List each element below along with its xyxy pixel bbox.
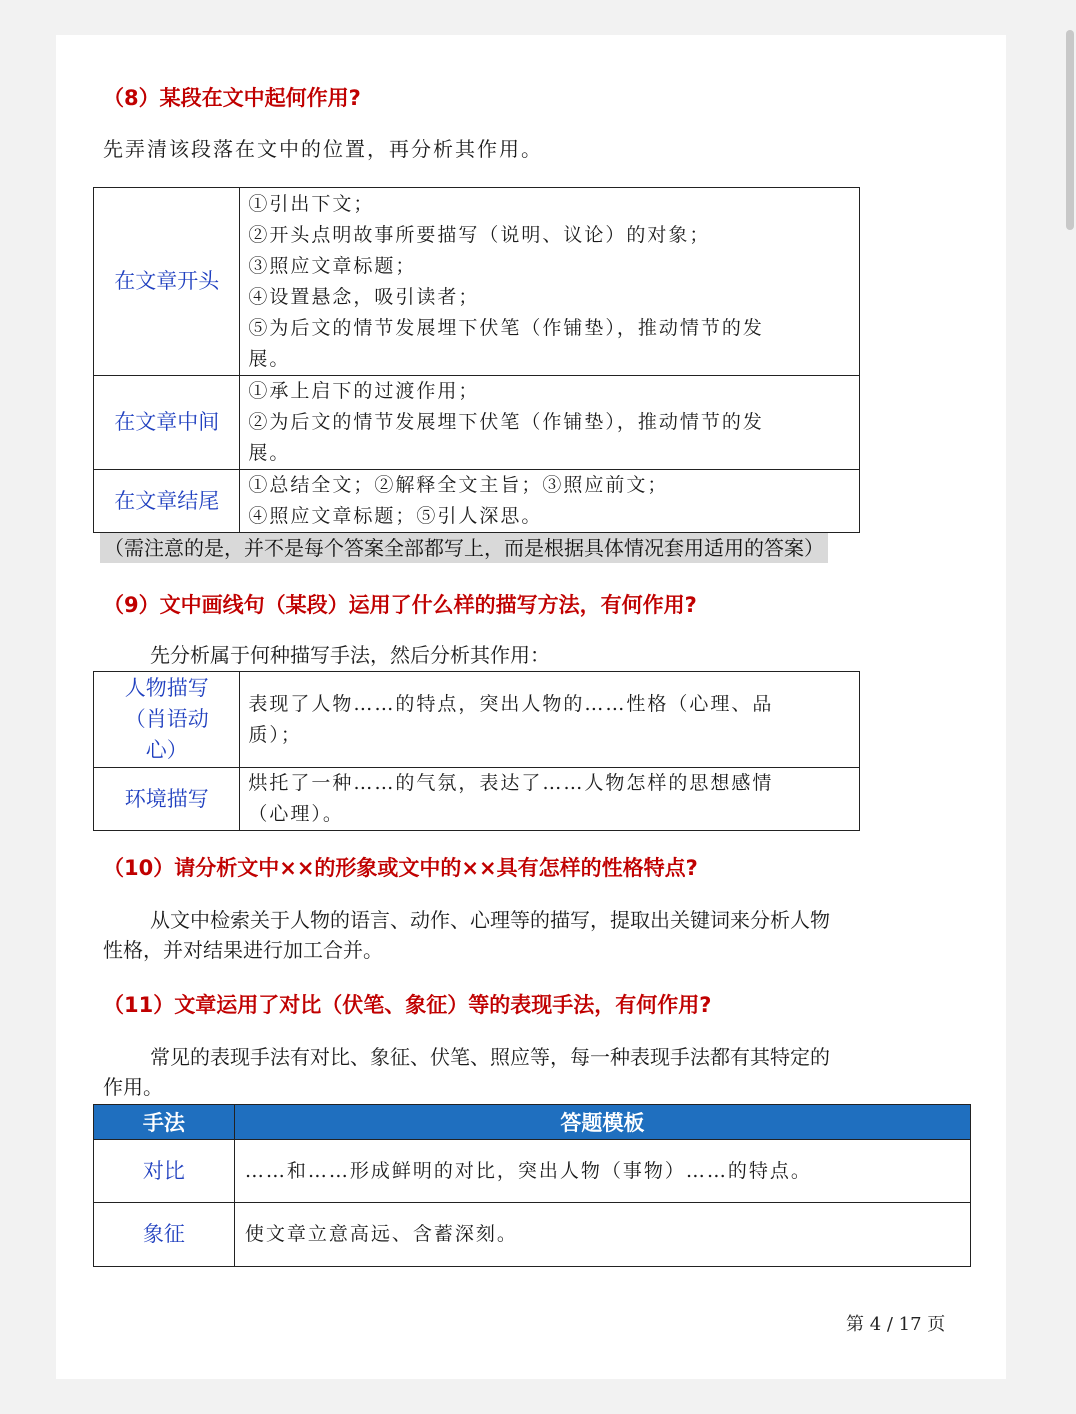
content-line: ⑤为后文的情节发展埋下伏笔（作铺垫），推动情节的发 <box>248 316 764 339</box>
content-line: ①总结全文；②解释全文主旨；③照应前文； <box>248 474 669 496</box>
row-label: 在文章结尾 <box>94 470 240 533</box>
row-content <box>240 672 860 768</box>
section-9-table <box>93 671 860 831</box>
content-line: 展。 <box>248 347 291 370</box>
header-template: 答题模板 <box>234 1105 970 1140</box>
section-8-note: （需注意的是，并不是每个答案全部都写上，而是根据具体情况套用适用的答案） <box>100 533 828 563</box>
table-row <box>94 768 860 831</box>
section-11-heading: （11）文章运用了对比（伏笔、象征）等的表现手法，有何作用? <box>103 993 712 1017</box>
content-line: ③照应文章标题； <box>248 254 417 277</box>
row-content <box>240 188 860 376</box>
content-line: 表现了人物……的特点，突出人物的……性格（心理、品 <box>248 692 774 715</box>
section-11-table <box>93 1104 971 1267</box>
content-line: ④照应文章标题；⑤引人深思。 <box>248 505 543 527</box>
row-content: ……和……形成鲜明的对比，突出人物（事物）……的特点。 <box>234 1140 970 1203</box>
section-8-heading: （8）某段在文中起何作用? <box>103 86 361 110</box>
scrollbar[interactable] <box>1066 30 1074 230</box>
row-label: 对比 <box>94 1140 235 1203</box>
row-content <box>240 470 860 533</box>
content-line: ②为后文的情节发展埋下伏笔（作铺垫），推动情节的发 <box>248 411 764 433</box>
table-row <box>94 1140 971 1203</box>
table-row <box>94 672 860 768</box>
table-header-row <box>94 1105 971 1140</box>
content-line: ①引出下文； <box>248 192 375 215</box>
section-8-intro: 先弄清该段落在文中的位置，再分析其作用。 <box>103 137 543 161</box>
row-content <box>240 768 860 831</box>
table-row <box>94 470 860 533</box>
label-line: 环境描写 <box>124 786 209 811</box>
content-line: ④设置悬念，吸引读者； <box>248 285 480 308</box>
section-10-heading: （10）请分析文中××的形象或文中的××具有怎样的性格特点? <box>103 856 698 880</box>
section-10-line-2: 性格，并对结果进行加工合并。 <box>103 938 383 962</box>
content-line: ①承上启下的过渡作用； <box>248 380 480 402</box>
section-8-table <box>93 187 860 533</box>
label-line: （肖语动 <box>124 707 209 731</box>
table-row <box>94 1203 971 1267</box>
section-10-line-1: 从文中检索关于人物的语言、动作、心理等的描写，提取出关键词来分析人物 <box>150 908 830 932</box>
row-label: 在文章中间 <box>94 376 240 470</box>
content-line: 烘托了一种……的气氛，表达了……人物怎样的思想感情 <box>248 772 774 794</box>
page-number: 第 4 / 17 页 <box>846 1314 946 1335</box>
section-11-line-1: 常见的表现手法有对比、象征、伏笔、照应等，每一种表现手法都有其特定的 <box>150 1045 830 1069</box>
content-line: （心理）。 <box>248 803 344 825</box>
section-11-line-2: 作用。 <box>103 1075 163 1099</box>
content-line: ②开头点明故事所要描写（说明、议论）的对象； <box>248 223 711 246</box>
section-9-heading: （9）文中画线句（某段）运用了什么样的描写方法，有何作用? <box>103 593 697 617</box>
section-9-intro: 先分析属于何种描写手法，然后分析其作用： <box>150 643 550 667</box>
table-row <box>94 188 860 376</box>
row-label: 象征 <box>94 1203 235 1267</box>
row-label: 在文章开头 <box>94 188 240 376</box>
row-content <box>240 376 860 470</box>
content-line: 展。 <box>248 442 291 464</box>
label-line: 人物描写 <box>124 676 209 700</box>
header-technique: 手法 <box>94 1105 235 1140</box>
row-content: 使文章立意高远、含蓄深刻。 <box>234 1203 970 1267</box>
content-line: 质）； <box>248 723 302 746</box>
label-line: 心） <box>145 738 188 762</box>
row-label <box>94 768 240 831</box>
row-label <box>94 672 240 768</box>
table-row <box>94 376 860 470</box>
